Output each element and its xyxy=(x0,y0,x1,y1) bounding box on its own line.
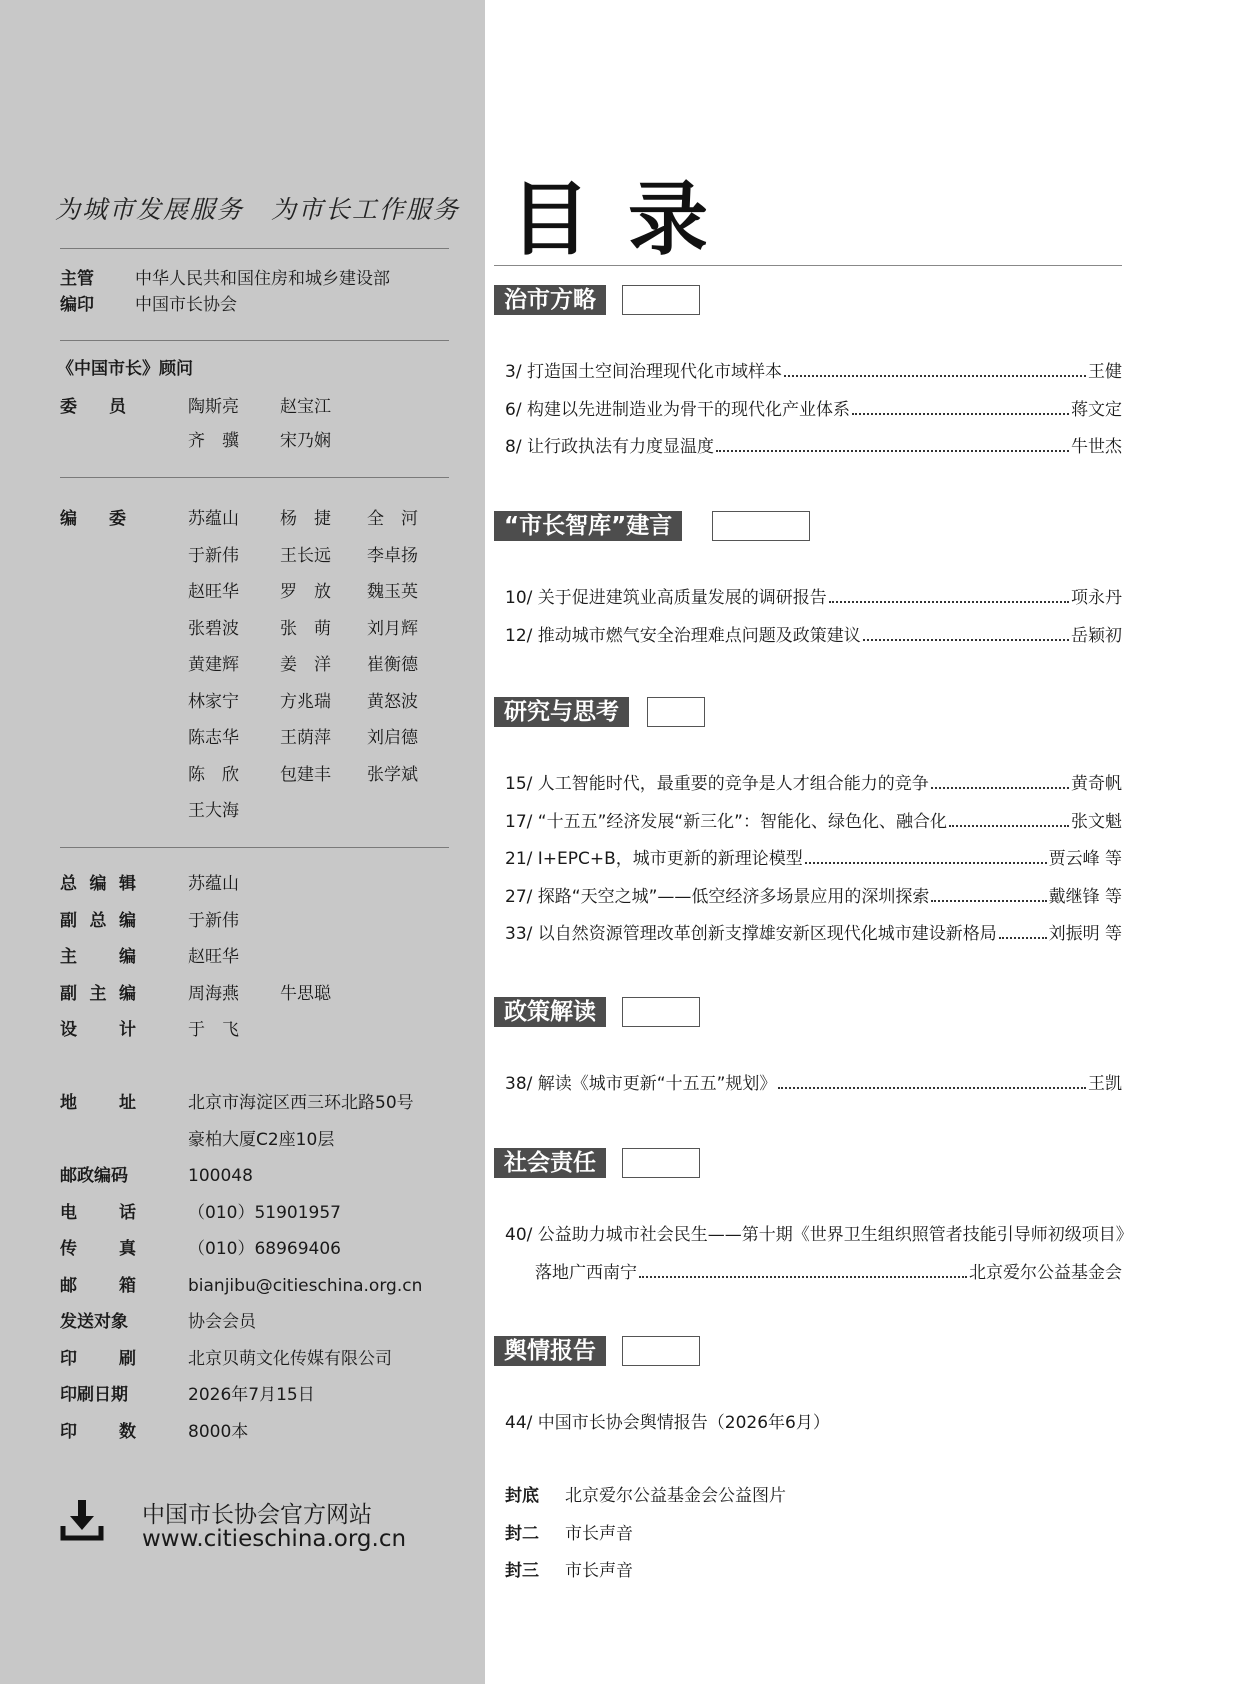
label-char: 印刷日期 xyxy=(60,1385,128,1405)
staff-name: 苏蕴山 xyxy=(188,874,239,894)
toc-entry[interactable] xyxy=(505,920,1122,948)
editor-name: 陈志华 xyxy=(188,728,239,748)
label-char: 编 xyxy=(119,983,136,1004)
cover-label: 封底 xyxy=(505,1486,539,1506)
info-value: 北京市海淀区西三环北路50号 xyxy=(188,1093,414,1113)
dot-leader xyxy=(829,584,1069,603)
editor-name: 全 河 xyxy=(367,509,418,529)
label-char: 主 xyxy=(60,947,77,967)
row-label xyxy=(60,1346,136,1372)
toc-title: 目录 xyxy=(510,173,746,266)
label-char: 印 xyxy=(60,1348,77,1369)
editor-name: 赵旺华 xyxy=(188,582,239,602)
row-label: 编印 xyxy=(60,295,94,315)
info-value: 100048 xyxy=(188,1166,253,1186)
editor-name: 杨 捷 xyxy=(280,509,331,529)
editor-name: 王大海 xyxy=(188,801,239,821)
label-char: 箱 xyxy=(119,1275,136,1296)
toc-entry-author: 戴继锋 等 xyxy=(1048,886,1122,907)
toc-entry-title: 27/ 探路“天空之城”——低空经济多场景应用的深圳探索 xyxy=(505,886,930,907)
row-label xyxy=(60,394,126,420)
label-char: 传 xyxy=(60,1239,77,1259)
cover-value: 市长声音 xyxy=(565,1523,633,1544)
toc-entry-author: 黄奇帆 xyxy=(1071,774,1122,794)
toc-entry[interactable] xyxy=(505,770,1122,798)
info-value: 2026年7月15日 xyxy=(188,1385,315,1405)
section-tag: 政策解读 xyxy=(494,997,606,1027)
info-value: （010）68969406 xyxy=(188,1239,341,1259)
toc-entry-title: 12/ 推动城市燃气安全治理难点问题及政策建议 xyxy=(505,625,861,646)
editor-name: 林家宁 xyxy=(188,691,239,712)
toc-entry-title: 21/ I+EPC+B，城市更新的新理论模型 xyxy=(505,849,803,869)
download-icon xyxy=(60,1498,104,1542)
toc-entry[interactable] xyxy=(505,883,1122,911)
dot-leader xyxy=(999,920,1047,939)
dot-leader xyxy=(805,845,1047,864)
advisor-name: 赵宝江 xyxy=(280,397,331,417)
label-char: 主 xyxy=(89,983,107,1004)
advisor-name: 宋乃娴 xyxy=(280,431,331,451)
toc-entry-title: 17/ “十五五”经济发展“新三化”：智能化、绿色化、融合化 xyxy=(505,811,947,832)
cover-item xyxy=(505,1557,633,1585)
label-char: 设 xyxy=(60,1020,77,1040)
label-char: 电 xyxy=(60,1202,77,1223)
toc-entry[interactable] xyxy=(505,1070,1122,1098)
row-label xyxy=(60,981,136,1007)
toc-entry-author: 岳颖初 xyxy=(1071,625,1122,646)
toc-entry[interactable] xyxy=(505,845,1122,873)
section-tag: 社会责任 xyxy=(494,1148,606,1178)
label-char: 委 xyxy=(109,509,126,529)
dot-leader xyxy=(716,433,1069,452)
row-label xyxy=(60,1273,136,1299)
website-url[interactable]: www.citieschina.org.cn xyxy=(142,1526,407,1552)
cover-label: 封二 xyxy=(505,1523,539,1544)
dot-leader xyxy=(949,808,1069,827)
editor-name: 魏玉英 xyxy=(367,582,418,602)
label-char: 发送对象 xyxy=(60,1312,128,1332)
toc-entry-author: 刘振明 等 xyxy=(1048,924,1122,944)
label-char: 编 xyxy=(119,947,136,967)
toc-entry-title: 落地广西南宁 xyxy=(535,1262,637,1283)
toc-entry-author: 项永丹 xyxy=(1071,588,1122,608)
website-name: 中国市长协会官方网站 xyxy=(142,1502,372,1528)
toc-entry-author: 蒋文定 xyxy=(1071,399,1122,420)
advisor-name: 齐 骥 xyxy=(188,431,239,451)
editor-name: 王荫萍 xyxy=(280,728,331,748)
toc-entry-title: 15/ 人工智能时代，最重要的竞争是人才组合能力的竞争 xyxy=(505,774,929,794)
row-label xyxy=(60,1017,136,1043)
row-label xyxy=(60,1163,136,1189)
label-char: 辑 xyxy=(119,874,136,894)
toc-entry[interactable] xyxy=(535,1259,1122,1287)
advisor-name: 陶斯亮 xyxy=(188,397,239,417)
editor-name: 崔衡德 xyxy=(367,655,418,675)
editor-name: 苏蕴山 xyxy=(188,509,239,529)
label-char: 址 xyxy=(119,1093,136,1113)
section-tag-box xyxy=(622,1336,700,1366)
info-value: 协会会员 xyxy=(188,1312,256,1332)
label-char: 总 xyxy=(89,910,107,931)
label-char: 地 xyxy=(60,1093,77,1113)
toc-entry[interactable]: 40/ 公益助力城市社会民生——第十期《世界卫生组织照管者技能引导师初级项目》 xyxy=(505,1225,1133,1245)
toc-entry-author: 牛世杰 xyxy=(1071,437,1122,457)
toc-entry[interactable]: 44/ 中国市长协会舆情报告（2026年6月） xyxy=(505,1413,830,1433)
dot-leader xyxy=(784,358,1086,377)
divider xyxy=(60,847,449,848)
label-char: 编 xyxy=(89,874,107,894)
editor-name: 方兆瑞 xyxy=(280,691,331,712)
row-label xyxy=(60,908,136,934)
toc-entry[interactable] xyxy=(505,584,1122,612)
section-tag-box xyxy=(622,997,700,1027)
label-char: 印 xyxy=(60,1421,77,1442)
row-label xyxy=(60,1309,136,1335)
editor-name: 姜 洋 xyxy=(280,655,331,675)
info-value: 8000本 xyxy=(188,1421,249,1442)
label-char: 副 xyxy=(60,983,77,1004)
dot-leader xyxy=(639,1259,967,1278)
toc-entry-author: 王健 xyxy=(1088,362,1122,382)
toc-entry[interactable] xyxy=(505,396,1122,424)
section-tag-box xyxy=(622,285,700,315)
toc-entry-title: 8/ 让行政执法有力度显温度 xyxy=(505,437,714,457)
staff-name: 周海燕 xyxy=(188,983,239,1004)
section-tag: 治市方略 xyxy=(494,285,606,315)
info-value: 豪柏大厦C2座10层 xyxy=(188,1129,335,1150)
toc-entry-author: 贾云峰 等 xyxy=(1048,849,1122,869)
toc-entry-title: 6/ 构建以先进制造业为骨干的现代化产业体系 xyxy=(505,399,850,420)
label-char: 计 xyxy=(119,1020,136,1040)
label-char: 总 xyxy=(60,874,77,894)
dot-leader xyxy=(852,396,1069,415)
label-char: 刷 xyxy=(119,1348,136,1369)
staff-name: 于 飞 xyxy=(188,1020,239,1040)
editor-name: 张学斌 xyxy=(367,764,418,785)
divider xyxy=(60,477,449,478)
info-value: （010）51901957 xyxy=(188,1202,341,1223)
editor-name: 于新伟 xyxy=(188,545,239,566)
cover-label: 封三 xyxy=(505,1561,539,1581)
label-char: 邮政编码 xyxy=(60,1166,128,1186)
row-label xyxy=(60,1200,136,1226)
editor-name: 包建丰 xyxy=(280,764,331,785)
row-label xyxy=(60,871,136,897)
toc-entry-title: 3/ 打造国土空间治理现代化市域样本 xyxy=(505,362,782,382)
divider xyxy=(60,248,449,249)
section-tag: 研究与思考 xyxy=(494,697,629,727)
dot-leader xyxy=(863,622,1069,641)
section-tag-box xyxy=(712,511,810,541)
toc-entry-author: 王凯 xyxy=(1088,1074,1122,1094)
label-char: 真 xyxy=(119,1239,136,1259)
label-char: 副 xyxy=(60,910,77,931)
row-label xyxy=(60,1236,136,1262)
section-tag-box xyxy=(647,697,705,727)
toc-entry-author: 张文魁 xyxy=(1071,811,1122,832)
divider xyxy=(60,340,449,341)
row-value: 中华人民共和国住房和城乡建设部 xyxy=(135,269,390,289)
section-tag-box xyxy=(622,1148,700,1178)
editor-name: 王长远 xyxy=(280,545,331,566)
advisors-heading: 《中国市长》顾问 xyxy=(57,359,193,379)
row-label: 主管 xyxy=(60,269,94,289)
cover-item xyxy=(505,1482,786,1510)
label-char: 编 xyxy=(60,509,77,529)
section-tag: “市长智库”建言 xyxy=(494,511,682,541)
staff-name: 赵旺华 xyxy=(188,947,239,967)
row-label xyxy=(60,1382,136,1408)
label-char: 邮 xyxy=(60,1275,77,1296)
editor-name: 黄怒波 xyxy=(367,691,418,712)
label-char: 编 xyxy=(119,910,136,931)
toc-entry-title: 10/ 关于促进建筑业高质量发展的调研报告 xyxy=(505,588,827,608)
cover-value: 市长声音 xyxy=(565,1561,633,1581)
dot-leader xyxy=(778,1070,1086,1089)
toc-entry[interactable] xyxy=(505,433,1122,461)
row-label xyxy=(60,1090,136,1116)
label-char: 数 xyxy=(119,1421,136,1442)
toc-entry[interactable] xyxy=(505,808,1122,836)
editor-name: 刘启德 xyxy=(367,728,418,748)
editor-name: 张 萌 xyxy=(280,618,331,639)
editor-name: 张碧波 xyxy=(188,618,239,639)
toc-entry-title: 38/ 解读《城市更新“十五五”规划》 xyxy=(505,1074,777,1094)
title-rule xyxy=(494,265,1122,266)
editor-name: 黄建辉 xyxy=(188,655,239,675)
row-label xyxy=(60,944,136,970)
row-label xyxy=(60,1419,136,1445)
label-char: 员 xyxy=(109,397,126,417)
label-char: 话 xyxy=(119,1202,136,1223)
staff-name: 于新伟 xyxy=(188,910,239,931)
row-label xyxy=(60,506,126,532)
editor-name: 陈 欣 xyxy=(188,764,239,785)
dot-leader xyxy=(931,883,1046,902)
editor-name: 刘月辉 xyxy=(367,618,418,639)
dot-leader xyxy=(931,770,1069,789)
toc-entry-author: 北京爱尔公益基金会 xyxy=(969,1262,1122,1283)
label-char: 委 xyxy=(60,397,77,417)
info-value: bianjibu@citieschina.org.cn xyxy=(188,1275,423,1296)
editor-name: 罗 放 xyxy=(280,582,331,602)
toc-entry-title: 33/ 以自然资源管理改革创新支撑雄安新区现代化城市建设新格局 xyxy=(505,924,997,944)
row-value: 中国市长协会 xyxy=(135,295,237,315)
editor-name: 李卓扬 xyxy=(367,545,418,566)
toc-entry[interactable] xyxy=(505,358,1122,386)
info-value: 北京贝萌文化传媒有限公司 xyxy=(188,1348,392,1369)
staff-name: 牛思聪 xyxy=(280,983,331,1004)
section-tag: 舆情报告 xyxy=(494,1336,606,1366)
slogan: 为城市发展服务 为市长工作服务 xyxy=(55,195,461,224)
cover-item xyxy=(505,1520,633,1548)
cover-value: 北京爱尔公益基金会公益图片 xyxy=(565,1486,786,1506)
toc-entry[interactable] xyxy=(505,622,1122,650)
